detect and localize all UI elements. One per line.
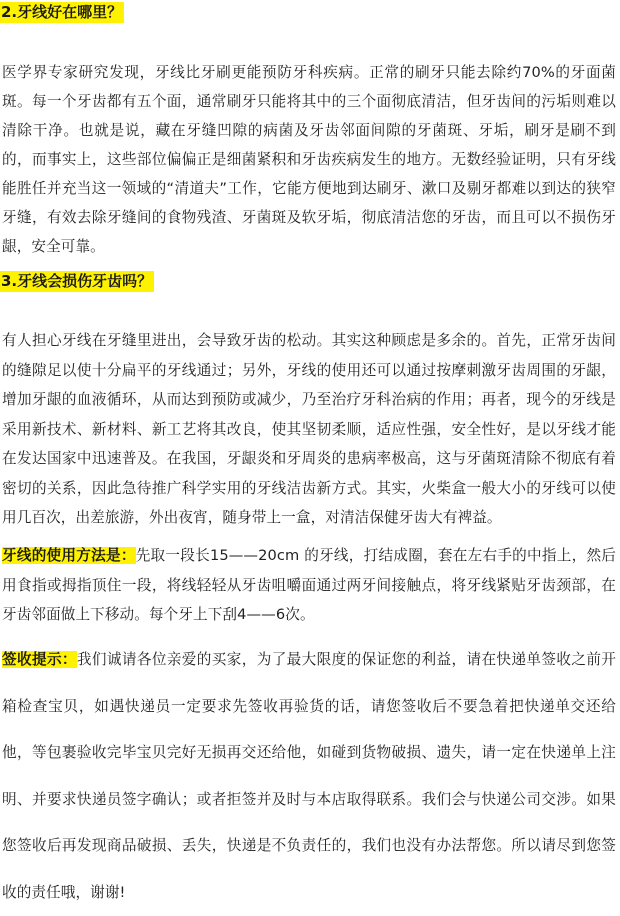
usage-method-text: 先取一段长15——20cm 的牙线，打结成圈，套在左右手的中指上，然后用食指或拇指顶住一段，将线轻轻从牙齿咀嚼面通过两牙间接触点，将牙线紧贴牙齿颈部，在牙齿邻面做上下移动。每个牙上下刮4——6次。: [2, 547, 616, 623]
heading-where-floss-good: 2.牙线好在哪里？: [1, 3, 123, 21]
usage-method-label: 牙线的使用方法是：: [2, 547, 136, 564]
paragraph-where-floss-good: 医学界专家研究发现，牙线比牙刷更能预防牙科疾病。正常的刷牙只能去除约70%的牙面菌斑。每一个牙齿都有五个面，通常刷牙只能将其中的三个面彻底清洁，但牙齿间的污垢则难以清除干净。也就是说，藏在牙缝凹隙的病菌及牙齿邻面间隙的牙菌斑、牙垢，刷牙是刷不到的，而事实上，这些部位偏偏正是细菌紧积和牙齿疾病发生的地方。无数经验证明，只有牙线能胜任并充当这一领域的“清道夫”工作，它能方便地到达刷牙、漱口及剔牙都难以到达的狭窄牙缝，有效去除牙缝间的食物残渣、牙菌斑及软牙垢，彻底清洁您的牙齿，而且可以不损伤牙龈，安全可靠。: [2, 64, 616, 255]
paragraph-usage-method: [2, 541, 616, 630]
paragraph-floss-harm-teeth: 有人担心牙线在牙缝里进出，会导致牙齿的松动。其实这种顾虑是多余的。首先，正常牙齿间的缝隙足以使十分扁平的牙线通过；另外，牙线的使用还可以通过按摩刺激牙齿周围的牙龈，增加牙龈的血液循环，从而达到预防或减少，乃至治疗牙科治病的作用；再者，现今的牙线是采用新技术、新材料、新工艺将其改良，使其坚韧柔顺，适应性强，安全性好，是以牙线才能在发达国家中迅速普及。在我国，牙龈炎和牙周炎的患病率极高，这与牙菌斑清除不彻底有着密切的关系，因此急待推广科学实用的牙线洁齿新方式。其实，火柴盒一般大小的牙线可以使用几百次，出差旅游，外出夜宵，随身带上一盒，对清洁保健牙齿大有裨益。: [2, 332, 616, 526]
heading-floss-harm-teeth: 3.牙线会损伤牙齿吗？: [1, 272, 153, 290]
paragraph-signing-notice: [2, 637, 616, 916]
signing-notice-label: 签收提示：: [2, 651, 77, 668]
signing-notice-text: 我们诚请各位亲爱的买家，为了最大限度的保证您的利益，请在快递单签收之前开箱检查宝贝，如遇快递员一定要求先签收再验货的话，请您签收后不要急着把快递单交还给他，等包裹验收完毕宝贝完好无损再交还给他，如碰到货物破损、遗失，请一定在快递单上注明、并要求快递员签字确认；或者拒签并及时与本店取得联系。我们会与快递公司交涉。如果您签收后再发现商品破损、丢失，快递是不负责任的，我们也没有办法帮您。所以请尽到您签收的责任哦，谢谢!: [2, 651, 616, 901]
